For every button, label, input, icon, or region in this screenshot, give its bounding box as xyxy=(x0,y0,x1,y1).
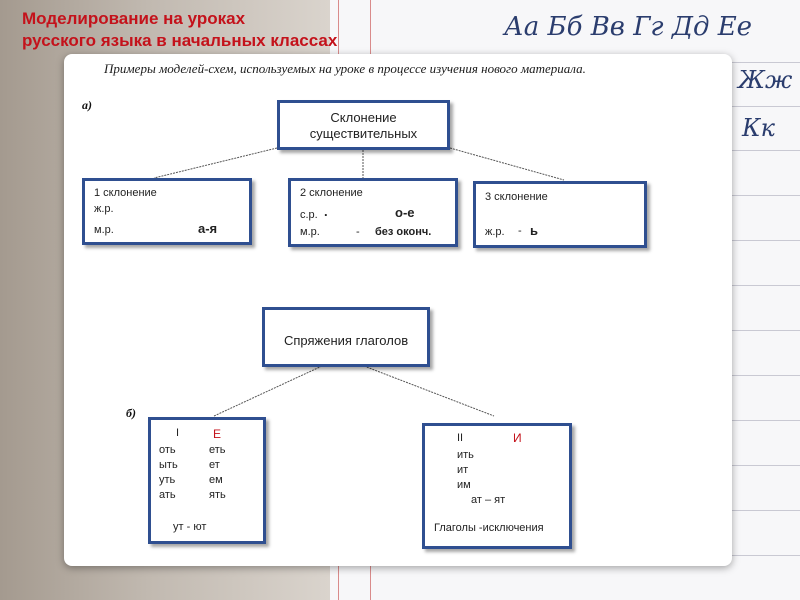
conjugation-1-suffix-b: еть xyxy=(209,444,226,456)
declension-2-neuter: с.р. xyxy=(300,209,318,221)
diagram-panel xyxy=(64,54,732,566)
declension-2-ending-masculine: без оконч. xyxy=(375,226,432,238)
conjugation-2-letter: И xyxy=(513,431,522,445)
cursive-alphabet-row: Аа Бб Вв Гг Дд Ее xyxy=(504,12,753,42)
declension-2-dot: . xyxy=(324,204,328,219)
conjugation-2-exceptions: Глаголы -исключения xyxy=(434,522,544,534)
conjugation-2-box xyxy=(422,423,572,549)
declension-2-dash: - xyxy=(356,226,360,238)
conjugation-1-suffix-a: уть xyxy=(159,474,176,486)
slide-title xyxy=(22,8,337,52)
conjugation-1-suffix-b: ять xyxy=(209,489,226,501)
slide-title-line-2: русского языка в начальных классах xyxy=(22,31,338,50)
connector-verbs-to-conj2 xyxy=(364,366,494,416)
declension-1-title: 1 склонение xyxy=(94,187,157,199)
conjugation-2-suffix: ить xyxy=(457,449,474,461)
declension-2-box xyxy=(288,178,458,247)
verb-conjugation-root-box xyxy=(262,307,430,367)
declension-3-ending: ь xyxy=(530,223,538,238)
declension-2-title: 2 склонение xyxy=(300,187,363,199)
conjugation-2-suffix: им xyxy=(457,479,471,491)
declension-3-title: 3 склонение xyxy=(485,191,548,203)
declension-1-masculine: м.р. xyxy=(94,224,114,236)
slide-title-line-1: Моделирование на уроках xyxy=(22,9,246,28)
cursive-letter-zh: Жж xyxy=(738,66,793,94)
section-label-a: а) xyxy=(82,98,92,112)
cursive-letter-k: Кк xyxy=(742,114,775,142)
conjugation-1-box xyxy=(148,417,266,544)
diagram-caption: Примеры моделей-схем, используемых на уроке в процессе изучения нового материала. xyxy=(104,61,586,76)
declension-3-box xyxy=(473,181,647,248)
conjugation-2-ending: ат – ят xyxy=(471,494,506,506)
declension-2-ending-neuter: о-е xyxy=(395,205,415,220)
conjugation-1-suffix-a: ать xyxy=(159,489,176,501)
conjugation-1-letter: Е xyxy=(213,427,222,441)
declension-1-feminine: ж.р. xyxy=(94,203,114,215)
declension-2-masculine: м.р. xyxy=(300,226,320,238)
section-label-b: б) xyxy=(126,406,136,420)
conjugation-2-numeral: II xyxy=(457,432,464,444)
conjugation-1-suffix-b: ем xyxy=(209,474,223,486)
declension-3-feminine: ж.р. xyxy=(485,226,505,238)
noun-root-line-1: Склонение xyxy=(330,110,397,125)
connector-root-to-decl1 xyxy=(154,148,277,178)
declension-1-box xyxy=(82,178,252,245)
declension-3-dash: - xyxy=(518,225,522,237)
verb-root-label: Спряжения глаголов xyxy=(284,333,409,348)
conjugation-1-suffix-a: ыть xyxy=(159,459,178,471)
conjugation-1-suffix-b: ет xyxy=(209,459,220,471)
conjugation-1-suffix-a: оть xyxy=(159,444,176,456)
conjugation-2-suffix: ит xyxy=(457,464,469,476)
declension-1-ending: а-я xyxy=(198,221,218,236)
conjugation-1-ending: ут - ют xyxy=(173,521,207,533)
connector-verbs-to-conj1 xyxy=(214,366,322,416)
noun-declension-root-box xyxy=(277,100,450,150)
conjugation-1-numeral: I xyxy=(176,427,180,439)
noun-root-line-2: существительных xyxy=(309,126,418,141)
connector-root-to-decl3 xyxy=(450,148,564,180)
